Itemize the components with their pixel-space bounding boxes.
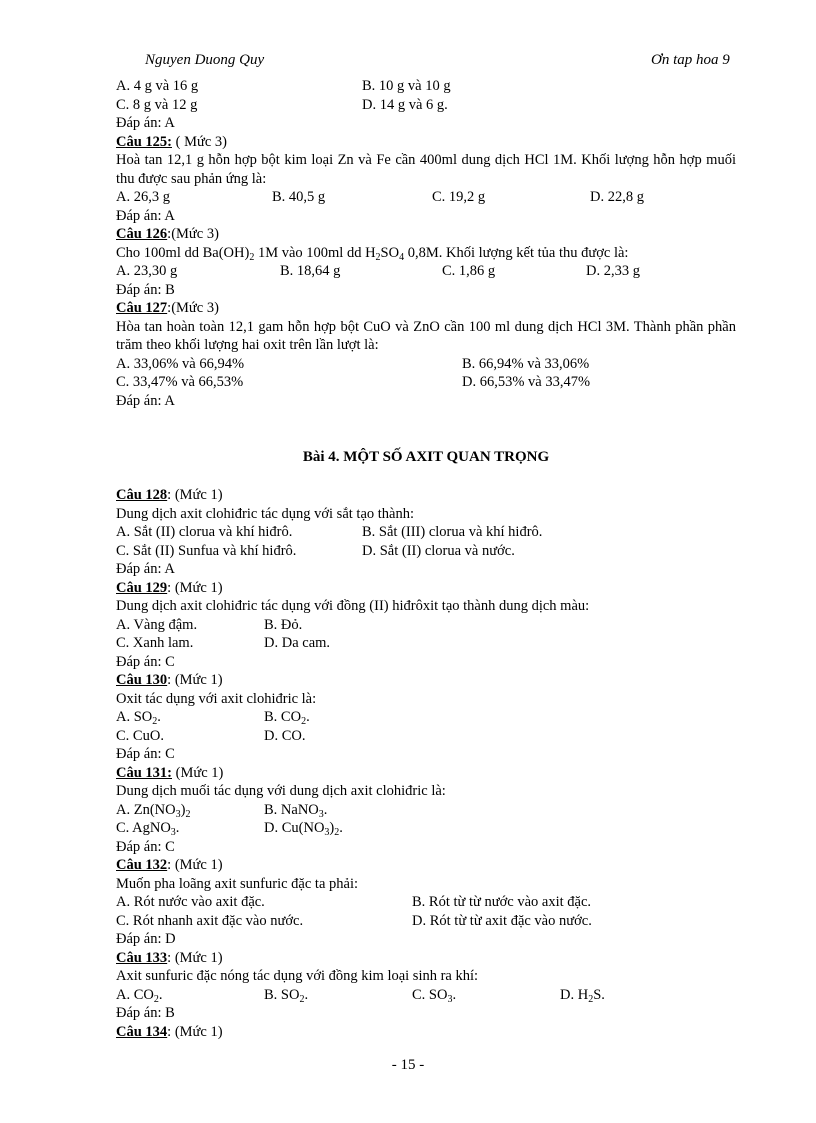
question-text: Cho 100ml dd $Ba(OH)_2$ 1M vào 100ml dd $H_2SO_4$ 0,8M. Khối lượng kết tủa thu được là:: [116, 244, 629, 263]
document-body: [116, 77, 736, 1041]
option-d: D. Da cam.: [264, 635, 331, 651]
answer: Đáp án: A: [116, 392, 175, 409]
question-heading: [116, 486, 736, 505]
question-heading: [116, 1023, 736, 1042]
option-c: C. $SO_3$.: [412, 986, 457, 1005]
answer: Đáp án: A: [116, 115, 175, 131]
question-level: :(Mức 3): [167, 300, 219, 316]
option-a: A. $SO_2$.: [116, 709, 161, 727]
answer: Đáp án: C: [116, 746, 175, 762]
question-heading: [116, 225, 736, 244]
option-b: B. 10 g và 10 g: [362, 78, 451, 94]
option-row: [116, 96, 736, 115]
question-heading: [116, 764, 736, 783]
question-text: Dung dịch axit clohiđric tác dụng với đồng (II) hiđrôxit tạo thành dung dịch màu:: [116, 598, 590, 614]
option-d: D. Sắt (II) clorua và nước.: [362, 542, 515, 559]
page-number: - 15 -: [391, 1057, 425, 1073]
question-number: Câu 125:: [116, 133, 172, 150]
option-row: [116, 912, 736, 931]
section-title: Bài 4. MỘT SỐ AXIT QUAN TRỌNG: [302, 449, 550, 465]
option-b: B. NaNO$_3$.: [264, 801, 328, 820]
question-text: Oxit tác dụng với axit clohiđric là:: [116, 690, 317, 707]
answer: Đáp án: A: [116, 561, 175, 577]
option-row: [116, 819, 736, 838]
option-row: [116, 634, 736, 653]
option-b: B. Rót từ từ nước vào axit đặc.: [412, 894, 592, 910]
option-a: A. Rót nước vào axit đặc.: [116, 894, 265, 910]
question-level: : (Mức 1): [167, 857, 223, 873]
question-heading: [116, 856, 736, 875]
option-b: B. 40,5 g: [272, 189, 326, 205]
question-heading: [116, 579, 736, 598]
option-c: C. 33,47% và 66,53%: [116, 374, 244, 390]
answer: Đáp án: B: [116, 1005, 175, 1021]
option-b: B. Đỏ.: [264, 616, 303, 633]
option-d: D. 22,8 g: [590, 189, 644, 205]
header-subject: Ơn tap hoa 9: [651, 52, 730, 68]
question-text: Hòa tan hoàn toàn 12,1 gam hỗn hợp bột CuO và ZnO cần 100 ml dung dịch HCl 3M. Thành phần phần trăm theo khối lượng hai oxit trên lần lượt là:: [116, 318, 736, 353]
answer: Đáp án: C: [116, 653, 175, 670]
option-a: A. $Zn(NO_3)_2$: [116, 801, 191, 820]
option-b: B. 66,94% và 33,06%: [462, 355, 590, 372]
question-number: Câu 127: [116, 300, 168, 316]
option-c: C. Sắt (II) Sunfua và khí hiđrô.: [116, 542, 297, 559]
question-heading: [116, 133, 736, 152]
option-b: B. $SO_2$.: [264, 986, 309, 1005]
option-row: [116, 542, 736, 561]
option-d: D. 14 g và 6 g.: [362, 96, 448, 113]
option-a: A. $CO_2$.: [116, 986, 163, 1005]
question-number: Câu 126: [116, 226, 168, 242]
option-row: [116, 523, 736, 542]
question-heading: [116, 949, 736, 968]
option-c: C. AgNO$_3$.: [116, 820, 180, 838]
question-level: : (Mức 1): [167, 1023, 223, 1040]
option-row: [116, 616, 736, 635]
question-number: Câu 129: [116, 579, 168, 596]
option-d: D. $Cu(NO_3)_2$.: [264, 820, 343, 838]
option-a: A. 26,3 g: [116, 189, 170, 205]
option-row: [116, 355, 736, 374]
question-level: : (Mức 1): [167, 579, 223, 596]
question-number: Câu 131:: [116, 764, 172, 781]
question-level: : (Mức 1): [167, 949, 223, 966]
question-level: :(Mức 3): [167, 226, 219, 242]
question-heading: [116, 671, 736, 690]
option-a: A. 33,06% và 66,94%: [116, 355, 245, 372]
option-a: A. Vàng đậm.: [116, 616, 198, 633]
option-d: D. CO.: [264, 727, 306, 744]
answer: Đáp án: C: [116, 838, 175, 855]
option-row: [116, 986, 736, 1005]
option-row: [116, 188, 736, 207]
question-number: Câu 132: [116, 857, 168, 873]
option-c: C. CuO.: [116, 727, 164, 744]
question-level: ( Mức 3): [172, 133, 227, 150]
option-row: [116, 373, 736, 392]
option-a: A. 23,30 g: [116, 263, 178, 279]
option-a: A. Sắt (II) clorua và khí hiđrô.: [116, 524, 293, 540]
answer: Đáp án: B: [116, 281, 175, 298]
option-c: C. 19,2 g: [432, 189, 486, 205]
question-level: : (Mức 1): [167, 487, 223, 503]
option-c: C. Xanh lam.: [116, 635, 194, 651]
question-text: Dung dịch axit clohiđric tác dụng với sắt tạo thành:: [116, 505, 415, 522]
option-d: D. $H_2S$.: [560, 986, 605, 1005]
option-row: [116, 801, 736, 820]
option-row: [116, 77, 736, 96]
option-b: B. Sắt (III) clorua và khí hiđrô.: [362, 524, 543, 540]
answer: Đáp án: D: [116, 931, 176, 947]
question-number: Câu 130: [116, 672, 168, 688]
option-c: C. 8 g và 12 g: [116, 96, 198, 113]
option-c: C. 1,86 g: [442, 263, 496, 279]
question-level: (Mức 1): [172, 764, 224, 781]
answer: Đáp án: A: [116, 207, 175, 224]
question-level: : (Mức 1): [167, 672, 223, 688]
header-author: Nguyen Duong Quy: [145, 52, 265, 68]
option-c: C. Rót nhanh axit đặc vào nước.: [116, 912, 304, 929]
option-row: [116, 262, 736, 281]
question-heading: [116, 299, 736, 318]
question-text: Muốn pha loãng axit sunfuric đặc ta phải:: [116, 875, 359, 892]
question-text: Hoà tan 12,1 g hỗn hợp bột kim loại Zn và Fe cần 400ml dung dịch HCl 1M. Khối lượng hỗn hợp muối thu được sau phản ứng là:: [116, 152, 736, 187]
option-row: [116, 727, 736, 746]
option-row: [116, 893, 736, 912]
question-text: Dung dịch muối tác dụng với dung dịch axit clohiđric là:: [116, 783, 446, 799]
option-b: B. 18,64 g: [280, 263, 341, 279]
question-number: Câu 133: [116, 949, 168, 966]
option-a: A. 4 g và 16 g: [116, 78, 199, 94]
option-d: D. 66,53% và 33,47%: [462, 374, 591, 390]
question-number: Câu 128: [116, 487, 168, 503]
option-row: [116, 708, 736, 727]
option-d: D. Rót từ từ axit đặc vào nước.: [412, 912, 592, 929]
question-text: Axit sunfuric đặc nóng tác dụng với đồng kim loại sinh ra khí:: [116, 968, 479, 984]
question-number: Câu 134: [116, 1023, 168, 1040]
option-d: D. 2,33 g: [586, 263, 640, 279]
option-b: B. $CO_2$.: [264, 709, 310, 727]
